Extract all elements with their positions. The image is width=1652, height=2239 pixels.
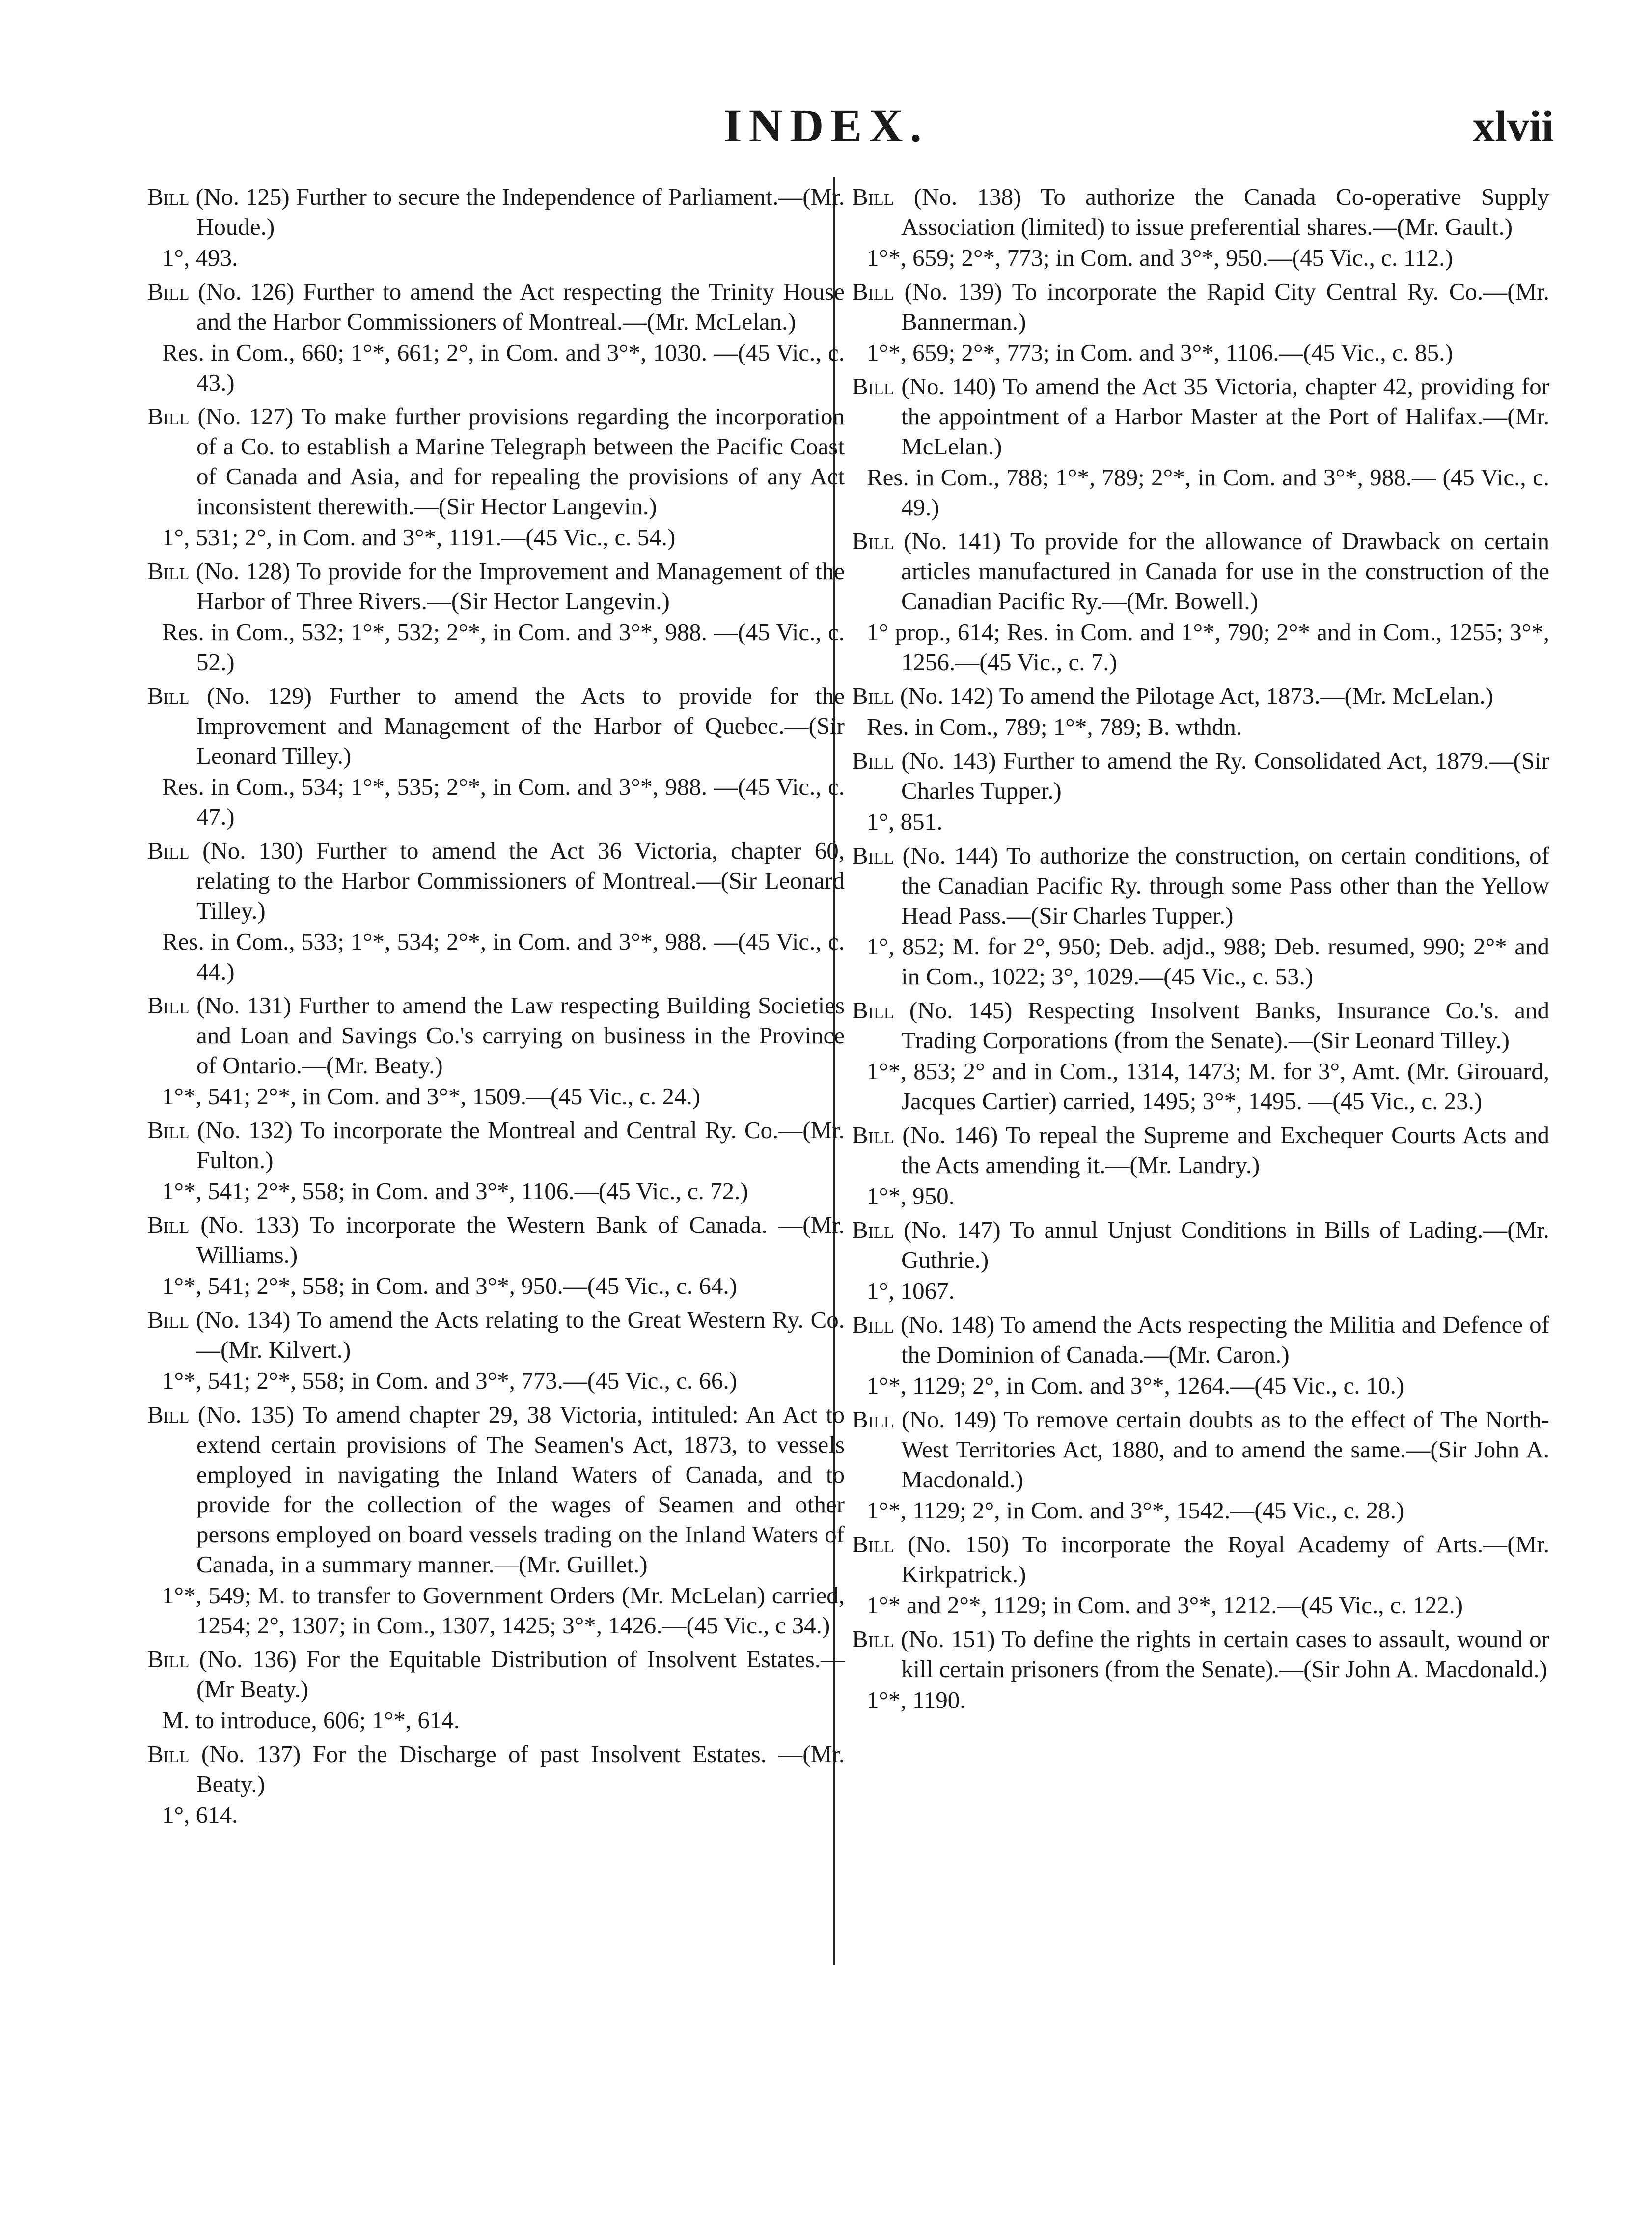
bill-lead-word: Bill — [852, 842, 894, 869]
bill-title — [852, 1120, 1549, 1180]
index-entry — [852, 182, 1549, 273]
bill-proceedings: 1°*, 549; M. to transfer to Government Orders (Mr. McLelan) carried, 1254; 2°, 1307; in Com., 1307, 1425; 3°*, 1426.—(45 Vic., c 34.) — [162, 1582, 845, 1639]
bill-proceedings: 1° prop., 614; Res. in Com. and 1°*, 790; 2°* and in Com., 1255; 3°*, 1256.—(45 Vic., c. 7.) — [867, 618, 1549, 675]
bill-proceedings: 1°*, 541; 2°*, in Com. and 3°*, 1509.—(45 Vic., c. 24.) — [162, 1083, 701, 1110]
bill-lead-word: Bill — [147, 1646, 190, 1673]
bill-description: (No. 139) To incorporate the Rapid City Central Ry. Co.—(Mr. Bannerman.) — [901, 278, 1549, 335]
bill-lead-word: Bill — [852, 997, 894, 1024]
index-entry — [147, 681, 845, 832]
bill-title — [147, 182, 845, 242]
right-column — [852, 182, 1549, 1719]
bill-proceedings: 1°, 851. — [867, 808, 943, 835]
bill-proceedings: 1°*, 541; 2°*, 558; in Com. and 3°*, 773.—(45 Vic., c. 66.) — [162, 1367, 737, 1394]
bill-lead-word: Bill — [852, 747, 894, 774]
bill-proceedings: Res. in Com., 788; 1°*, 789; 2°*, in Com. and 3°*, 988.— (45 Vic., c. 49.) — [867, 464, 1549, 521]
bill-title — [147, 556, 845, 616]
bill-proceedings: 1°*, 659; 2°*, 773; in Com. and 3°*, 1106.—(45 Vic., c. 85.) — [867, 339, 1453, 366]
bill-proceedings: 1°*, 853; 2° and in Com., 1314, 1473; M. for 3°, Amt. (Mr. Girouard, Jacques Cartier) carried, 1495; 3°*, 1495. —(45 Vic., c. 23.) — [867, 1058, 1549, 1115]
bill-title — [147, 681, 845, 771]
bill-title — [147, 401, 845, 521]
bill-title — [147, 1305, 845, 1365]
bill-description: (No. 128) To provide for the Improvement and Management of the Harbor of Three Rivers.—(Sir Hector Langevin.) — [196, 558, 845, 615]
bill-lead-word: Bill — [147, 1306, 190, 1333]
bill-description: (No. 138) To authorize the Canada Co-operative Supply Association (limited) to issue preferential shares.—(Mr. Gault.) — [901, 183, 1549, 240]
bill-title — [852, 681, 1549, 711]
bill-description: (No. 150) To incorporate the Royal Academy of Arts.—(Mr. Kirkpatrick.) — [901, 1531, 1550, 1588]
bill-title — [852, 182, 1549, 242]
bill-title — [852, 1529, 1549, 1589]
index-entry — [852, 1404, 1549, 1525]
bill-proceedings: 1°*, 950. — [867, 1182, 955, 1209]
index-entry — [147, 1739, 845, 1830]
bill-description: (No. 130) Further to amend the Act 36 Victoria, chapter 60, relating to the Harbor Commissioners of Montreal.—(Sir Leonard Tilley.) — [196, 837, 845, 924]
index-entry — [852, 746, 1549, 837]
bill-lead-word: Bill — [147, 183, 190, 210]
bill-title — [147, 277, 845, 336]
bill-title — [147, 1115, 845, 1175]
bill-description: (No. 148) To amend the Acts respecting the Militia and Defence of the Dominion of Canada.—(Mr. Caron.) — [900, 1311, 1550, 1368]
index-entry — [852, 840, 1549, 991]
bill-description: (No. 132) To incorporate the Montreal and Central Ry. Co.—(Mr. Fulton.) — [196, 1117, 845, 1174]
bill-proceedings: 1°* and 2°*, 1129; in Com. and 3°*, 1212.—(45 Vic., c. 122.) — [867, 1592, 1463, 1619]
bill-lead-word: Bill — [147, 1740, 190, 1767]
index-entry — [852, 1120, 1549, 1211]
bill-description: (No. 146) To repeal the Supreme and Exchequer Courts Acts and the Acts amending it.—(Mr. Landry.) — [901, 1121, 1549, 1178]
bill-description: (No. 149) To remove certain doubts as to the effect of The North-West Territories Act, 1880, and to amend the same.—(Sir John A. Macdonald.) — [901, 1406, 1549, 1493]
bill-lead-word: Bill — [852, 183, 894, 210]
index-entry — [147, 836, 845, 986]
bill-proceedings: Res. in Com., 534; 1°*, 535; 2°*, in Com. and 3°*, 988. —(45 Vic., c. 47.) — [162, 773, 845, 830]
bill-title — [147, 836, 845, 925]
bill-lead-word: Bill — [852, 1121, 894, 1148]
bill-proceedings: 1°, 531; 2°, in Com. and 3°*, 1191.—(45 Vic., c. 54.) — [162, 524, 676, 551]
bill-description: (No. 133) To incorporate the Western Bank of Canada. —(Mr. Williams.) — [196, 1211, 845, 1268]
index-entry — [147, 1210, 845, 1301]
bill-description: (No. 141) To provide for the allowance of Drawback on certain articles manufactured in Canada for use in the construction of the Canadian Pacific Ry.—(Mr. Bowell.) — [901, 528, 1550, 615]
index-entry — [852, 681, 1549, 742]
bill-title — [147, 990, 845, 1080]
index-entry — [852, 995, 1549, 1116]
bill-description: (No. 137) For the Discharge of past Insolvent Estates. —(Mr. Beaty.) — [196, 1740, 845, 1797]
bill-description: (No. 136) For the Equitable Distribution of Insolvent Estates.—(Mr Beaty.) — [196, 1646, 845, 1703]
bill-title — [852, 371, 1549, 461]
index-entry — [147, 277, 845, 397]
bill-description: (No. 145) Respecting Insolvent Banks, Insurance Co.'s. and Trading Corporations (from the Senate).—(Sir Leonard Tilley.) — [901, 997, 1550, 1054]
bill-proceedings: 1°, 614. — [162, 1801, 238, 1828]
index-entry — [852, 371, 1549, 522]
bill-lead-word: Bill — [147, 558, 190, 585]
bill-title — [852, 1624, 1549, 1684]
bill-title — [147, 1210, 845, 1270]
bill-proceedings: 1°, 852; M. for 2°, 950; Deb. adjd., 988; Deb. resumed, 990; 2°* and in Com., 1022; 3°, 1029.—(45 Vic., c. 53.) — [867, 933, 1549, 990]
bill-proceedings: 1°*, 659; 2°*, 773; in Com. and 3°*, 950.—(45 Vic., c. 112.) — [867, 244, 1453, 271]
index-entry — [147, 401, 845, 552]
bill-proceedings: Res. in Com., 533; 1°*, 534; 2°*, in Com. and 3°*, 988. —(45 Vic., c. 44.) — [162, 928, 845, 985]
bill-lead-word: Bill — [852, 1406, 894, 1433]
index-entry — [147, 556, 845, 677]
bill-lead-word: Bill — [852, 1311, 894, 1338]
index-entry — [147, 1399, 845, 1640]
bill-title — [852, 746, 1549, 806]
bill-lead-word: Bill — [147, 278, 190, 305]
bill-proceedings: 1°, 1067. — [867, 1277, 955, 1304]
bill-title — [147, 1644, 845, 1704]
index-entry — [852, 1310, 1549, 1400]
bill-title — [852, 995, 1549, 1055]
bill-description: (No. 143) Further to amend the Ry. Consolidated Act, 1879.—(Sir Charles Tupper.) — [901, 747, 1550, 804]
index-entry — [852, 526, 1549, 677]
bill-description: (No. 144) To authorize the construction, on certain conditions, of the Canadian Pacific Ry. through some Pass other than the Yellow Head Pass.—(Sir Charles Tupper.) — [901, 842, 1550, 929]
bill-lead-word: Bill — [852, 278, 894, 305]
bill-description: (No. 135) To amend chapter 29, 38 Victoria, intituled: An Act to extend certain provisions of The Seamen's Act, 1873, to vessels employed in navigating the Inland Waters of Canada, and to provide for the collection of the wages of Seamen and other persons employed on board vessels trading on the Inland Waters of Canada, in a summary manner.—(Mr. Guillet.) — [196, 1401, 845, 1578]
bill-description: (No. 127) To make further provisions regarding the incorporation of a Co. to establish a Marine Telegraph between the Pacific Coast of Canada and Asia, and for repealing the provisions of any Act inconsistent therewith.—(Sir Hector Langevin.) — [196, 403, 845, 520]
bill-title — [147, 1739, 845, 1799]
index-entry — [147, 1115, 845, 1206]
bill-lead-word: Bill — [147, 837, 190, 864]
bill-lead-word: Bill — [852, 682, 894, 709]
index-entry — [147, 990, 845, 1111]
bill-lead-word: Bill — [147, 1401, 190, 1428]
bill-description: (No. 126) Further to amend the Act respecting the Trinity House and the Harbor Commissioners of Montreal.—(Mr. McLelan.) — [196, 278, 845, 335]
bill-title — [852, 277, 1549, 336]
bill-lead-word: Bill — [147, 403, 190, 430]
index-entry — [147, 1305, 845, 1396]
bill-lead-word: Bill — [852, 1625, 894, 1652]
bill-lead-word: Bill — [147, 682, 190, 709]
page-number: xlvii — [1472, 102, 1554, 151]
bill-title — [852, 1404, 1549, 1494]
bill-description: (No. 134) To amend the Acts relating to the Great Western Ry. Co.—(Mr. Kilvert.) — [196, 1306, 845, 1363]
index-entry — [852, 1624, 1549, 1715]
index-entry — [852, 277, 1549, 367]
index-entry — [852, 1529, 1549, 1620]
bill-description: (No. 140) To amend the Act 35 Victoria, chapter 42, providing for the appointment of a Harbor Master at the Port of Halifax.—(Mr. McLelan.) — [901, 373, 1550, 460]
bill-lead-word: Bill — [147, 1117, 190, 1144]
bill-proceedings: 1°*, 541; 2°*, 558; in Com. and 3°*, 1106.—(45 Vic., c. 72.) — [162, 1177, 748, 1204]
bill-lead-word: Bill — [147, 1211, 190, 1238]
bill-lead-word: Bill — [852, 1531, 894, 1558]
bill-description: (No. 142) To amend the Pilotage Act, 1873.—(Mr. McLelan.) — [900, 682, 1493, 709]
bill-proceedings: 1°, 493. — [162, 244, 238, 271]
bill-proceedings: 1°*, 1129; 2°, in Com. and 3°*, 1542.—(45 Vic., c. 28.) — [867, 1497, 1404, 1524]
bill-proceedings: Res. in Com., 532; 1°*, 532; 2°*, in Com. and 3°*, 988. —(45 Vic., c. 52.) — [162, 618, 845, 675]
bill-description: (No. 131) Further to amend the Law respecting Building Societies and Loan and Savings Co.'s carrying on business in the Province of Ontario.—(Mr. Beaty.) — [196, 992, 845, 1079]
bill-lead-word: Bill — [852, 373, 894, 400]
bill-lead-word: Bill — [852, 1216, 894, 1243]
bill-description: (No. 129) Further to amend the Acts to provide for the Improvement and Management of the Harbor of Quebec.—(Sir Leonard Tilley.) — [196, 682, 845, 769]
bill-proceedings: 1°*, 541; 2°*, 558; in Com. and 3°*, 950.—(45 Vic., c. 64.) — [162, 1272, 737, 1299]
bill-title — [852, 1310, 1549, 1370]
left-column — [147, 182, 845, 1834]
bill-title — [852, 526, 1549, 616]
index-entry — [147, 1644, 845, 1735]
bill-proceedings: 1°*, 1190. — [867, 1686, 966, 1713]
bill-lead-word: Bill — [852, 528, 894, 555]
bill-proceedings: Res. in Com., 789; 1°*, 789; B. wthdn. — [867, 713, 1242, 740]
bill-proceedings: 1°*, 1129; 2°, in Com. and 3°*, 1264.—(45 Vic., c. 10.) — [867, 1372, 1404, 1399]
bill-lead-word: Bill — [147, 992, 190, 1019]
index-entry — [852, 1215, 1549, 1306]
bill-description: (No. 147) To annul Unjust Conditions in Bills of Lading.—(Mr. Guthrie.) — [901, 1216, 1550, 1273]
index-entry — [147, 182, 845, 273]
bill-proceedings: M. to introduce, 606; 1°*, 614. — [162, 1707, 460, 1734]
bill-title — [852, 840, 1549, 930]
bill-description: (No. 125) Further to secure the Independence of Parliament.—(Mr. Houde.) — [195, 183, 845, 240]
bill-title — [852, 1215, 1549, 1275]
page-title: INDEX. — [723, 99, 929, 152]
bill-description: (No. 151) To define the rights in certain cases to assault, wound or kill certain prisoners (from the Senate).—(Sir John A. Macdonald.) — [901, 1625, 1549, 1682]
bill-proceedings: Res. in Com., 660; 1°*, 661; 2°, in Com. and 3°*, 1030. —(45 Vic., c. 43.) — [162, 339, 845, 396]
bill-title — [147, 1399, 845, 1579]
